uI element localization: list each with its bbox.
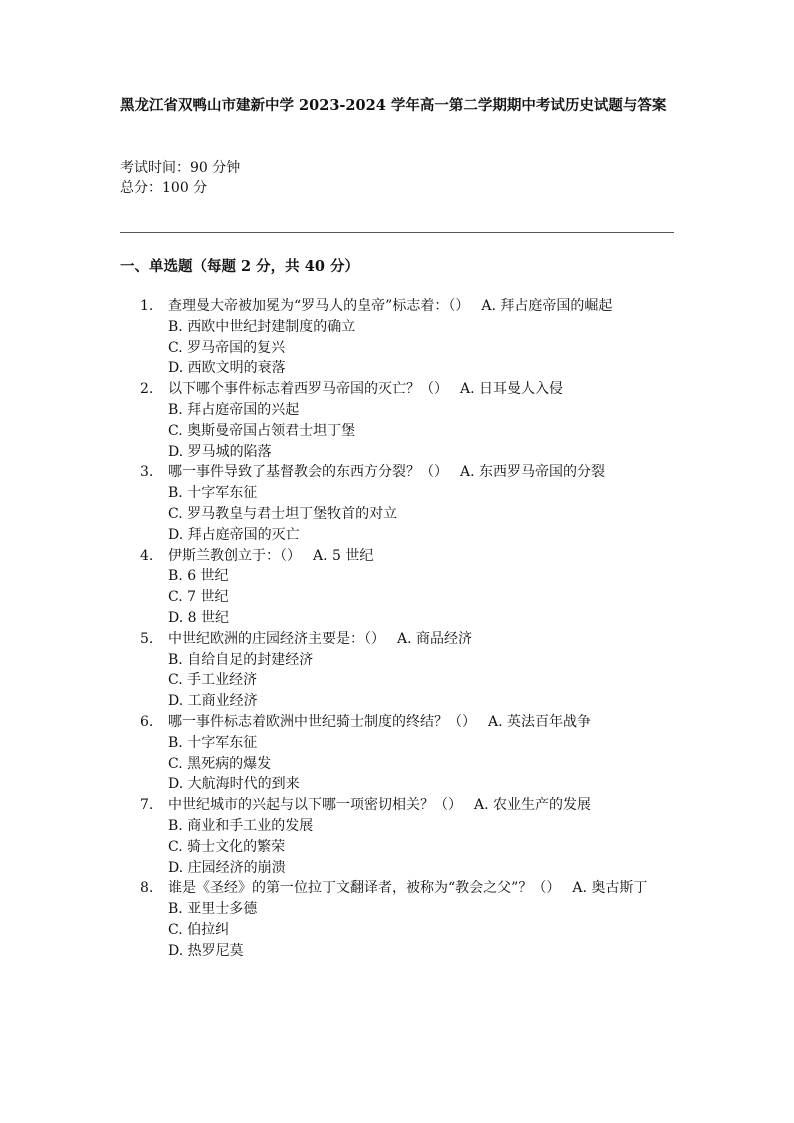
option-a: A. 农业生产的发展 bbox=[474, 797, 592, 814]
option-list bbox=[168, 899, 680, 961]
option-c: C. 罗马教皇与君士坦丁堡牧首的对立 bbox=[168, 505, 398, 522]
question-5 bbox=[140, 629, 680, 712]
option-d: D. 工商业经济 bbox=[168, 693, 258, 710]
option-a: A. 日耳曼人入侵 bbox=[460, 381, 564, 398]
question-4 bbox=[140, 546, 680, 629]
option-d: D. 拜占庭帝国的灭亡 bbox=[168, 526, 300, 543]
option-list bbox=[168, 650, 680, 712]
question-number: 3. bbox=[140, 464, 154, 481]
exam-meta bbox=[120, 158, 240, 198]
option-a: A. 拜占庭帝国的崛起 bbox=[481, 298, 613, 314]
document-title: 黑龙江省双鸭山市建新中学 2023-2024 学年高一第二学期期中考试历史试题与答案 bbox=[120, 97, 667, 114]
question-8 bbox=[140, 878, 680, 961]
question-3 bbox=[140, 462, 680, 545]
option-d: D. 罗马城的陷落 bbox=[168, 443, 272, 460]
question-stem: 中世纪欧洲的庄园经济主要是：（） bbox=[168, 630, 385, 647]
question-stem: 谁是《圣经》的第一位拉丁文翻译者，被称为“教会之父”？（） bbox=[168, 880, 561, 897]
option-list bbox=[168, 483, 680, 545]
question-stem: 中世纪城市的兴起与以下哪一项密切相关？（） bbox=[168, 797, 462, 814]
question-number: 5. bbox=[140, 630, 154, 647]
option-list bbox=[168, 400, 680, 462]
question-list bbox=[140, 296, 680, 962]
option-d: D. 庄园经济的崩溃 bbox=[168, 859, 286, 876]
option-b: B. 十字军东征 bbox=[168, 734, 258, 751]
exam-time: 考试时间：90 分钟 bbox=[120, 160, 241, 176]
option-c: C. 骑士文化的繁荣 bbox=[168, 838, 286, 855]
question-6 bbox=[140, 712, 680, 795]
question-7 bbox=[140, 795, 680, 878]
option-list bbox=[168, 317, 680, 379]
question-stem: 查理曼大帝被加冕为“罗马人的皇帝”标志着：（） bbox=[168, 298, 470, 314]
option-c: C. 手工业经济 bbox=[168, 672, 258, 689]
option-list bbox=[168, 733, 680, 795]
option-b: B. 商业和手工业的发展 bbox=[168, 817, 314, 834]
option-b: B. 西欧中世纪封建制度的确立 bbox=[168, 318, 356, 335]
total-score: 总分：100 分 bbox=[120, 180, 208, 196]
option-a: A. 东西罗马帝国的分裂 bbox=[460, 464, 606, 481]
question-2 bbox=[140, 379, 680, 462]
question-number: 7. bbox=[140, 797, 154, 814]
option-d: D. 热罗尼莫 bbox=[168, 942, 244, 959]
option-d: D. 西欧文明的衰落 bbox=[168, 360, 286, 377]
question-stem: 以下哪个事件标志着西罗马帝国的灭亡？（） bbox=[168, 381, 448, 398]
option-b: B. 亚里士多德 bbox=[168, 901, 258, 918]
option-list bbox=[168, 816, 680, 878]
option-a: A. 5 世纪 bbox=[313, 547, 374, 564]
option-c: C. 伯拉纠 bbox=[168, 921, 230, 938]
question-number: 2. bbox=[140, 381, 154, 398]
option-a: A. 英法百年战争 bbox=[488, 713, 592, 730]
option-b: B. 6 世纪 bbox=[168, 568, 229, 585]
option-a: A. 奥古斯丁 bbox=[572, 880, 648, 897]
question-number: 8. bbox=[140, 880, 154, 897]
question-stem: 伊斯兰教创立于：（） bbox=[168, 547, 301, 564]
option-a: A. 商品经济 bbox=[397, 630, 473, 647]
option-d: D. 大航海时代的到来 bbox=[168, 776, 300, 793]
question-number: 1. bbox=[140, 298, 154, 314]
option-c: C. 罗马帝国的复兴 bbox=[168, 339, 286, 356]
question-number: 6. bbox=[140, 713, 154, 730]
option-c: C. 7 世纪 bbox=[168, 589, 229, 606]
option-b: B. 自给自足的封建经济 bbox=[168, 651, 314, 668]
option-list bbox=[168, 566, 680, 628]
option-c: C. 黑死病的爆发 bbox=[168, 755, 272, 772]
question-1 bbox=[140, 296, 680, 379]
option-b: B. 十字军东征 bbox=[168, 485, 258, 502]
question-stem: 哪一事件导致了基督教会的东西方分裂？（） bbox=[168, 464, 448, 481]
section-title: 一、单选题（每题 2 分，共 40 分） bbox=[120, 258, 359, 275]
option-d: D. 8 世纪 bbox=[168, 609, 229, 626]
question-stem: 哪一事件标志着欧洲中世纪骑士制度的终结？（） bbox=[168, 713, 476, 730]
option-c: C. 奥斯曼帝国占领君士坦丁堡 bbox=[168, 422, 356, 439]
section-divider bbox=[120, 232, 674, 233]
question-number: 4. bbox=[140, 547, 154, 564]
option-b: B. 拜占庭帝国的兴起 bbox=[168, 401, 300, 418]
